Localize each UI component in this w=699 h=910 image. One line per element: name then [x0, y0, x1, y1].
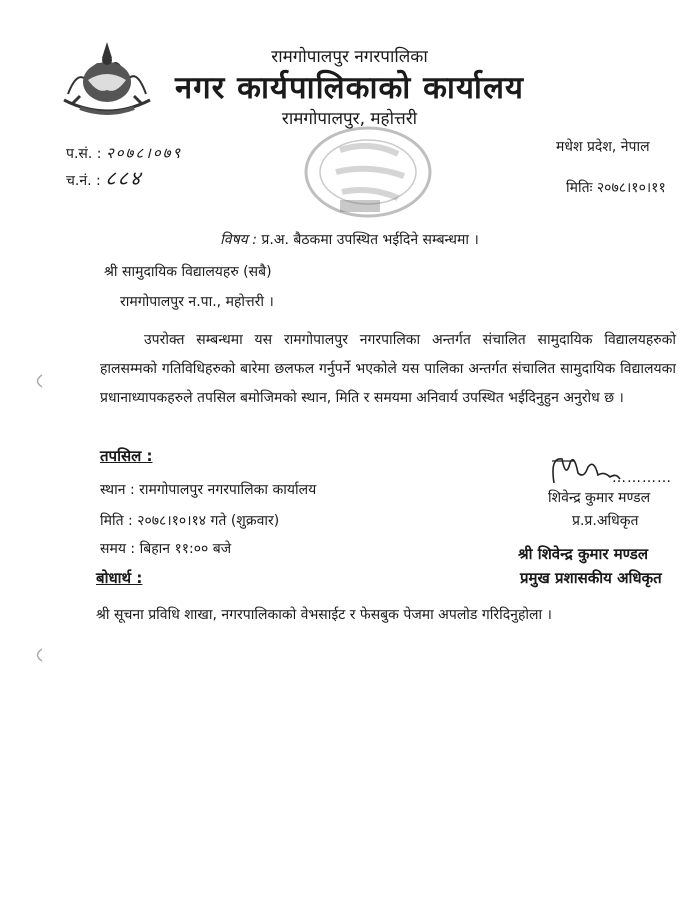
punch-hole-mark [30, 372, 48, 390]
office-stamp [300, 120, 442, 220]
details-place: स्थान : रामगोपालपुर नगरपालिका कार्यालय [100, 482, 317, 498]
signature-line: ………… [612, 470, 672, 486]
details-heading: तपसिल : [100, 447, 153, 465]
seal-title: प्रमुख प्रशासकीय अधिकृत [520, 569, 662, 587]
details-date: मिति : २०७८।१०।१४ गते (शुक्रवार) [100, 513, 280, 529]
patra-sankhya: प.सं. : २०७८।०७९ [66, 144, 183, 162]
addressee-line-2: रामगोपालपुर न.पा., महोत्तरी । [120, 294, 274, 310]
subject-label: विषय : [220, 232, 257, 248]
subject-text: प्र.अ. बैठकमा उपस्थित भईदिने सम्बन्धमा । [261, 232, 479, 248]
addressee-line-1: श्री सामुदायिक विद्यालयहरु (सबै) [104, 264, 272, 280]
province-label: मधेश प्रदेश, नेपाल [556, 139, 650, 155]
signatory-name: शिवेन्द्र कुमार मण्डल [548, 490, 651, 506]
punch-hole-mark [30, 646, 48, 664]
cc-heading: बोधार्थ : [96, 569, 143, 587]
chalani-number-value: ८८४ [105, 166, 143, 190]
seal-name: श्री शिवेन्द्र कुमार मण्डल [518, 545, 648, 563]
municipality-name: रामगोपालपुर नगरपालिका [271, 47, 428, 67]
letter-body: उपरोक्त सम्बन्धमा यस रामगोपालपुर नगरपालिका अन्तर्गत संचालित सामुदायिक विद्यालयहरुको हालसम्मको गतिविधिहरुको बारेमा छलफल गर्नुपर्ने भएकोले यस पालिका अन्तर्गत संचालित सामुदायिक विद्यालयका प्रधानाध्यापकहरुले तपसिल बमोजिमको स्थान, मिति र समयमा अनिवार्य उपस्थित भईदिनुहुन अनुरोध छ । [100, 332, 676, 406]
patra-sankhya-value: २०७८।०७९ [105, 144, 183, 162]
cc-text: श्री सूचना प्रविधि शाखा, नगरपालिकाको वेभसाईट र फेसबुक पेजमा अपलोड गरिदिनुहोला । [96, 607, 552, 623]
subject-line [0, 230, 699, 249]
details-time: समय : बिहान ११:०० बजे [100, 541, 232, 557]
chalani-number: च.नं. : ८८४ [66, 166, 143, 190]
letter-date: मितिः २०७८।१०।११ [566, 180, 666, 196]
signatory-title: प्र.प्र.अधिकृत [572, 513, 639, 529]
office-title: नगर कार्यपालिकाको कार्यालय [175, 70, 524, 106]
office-location: रामगोपालपुर, महोत्तरी [281, 109, 418, 129]
